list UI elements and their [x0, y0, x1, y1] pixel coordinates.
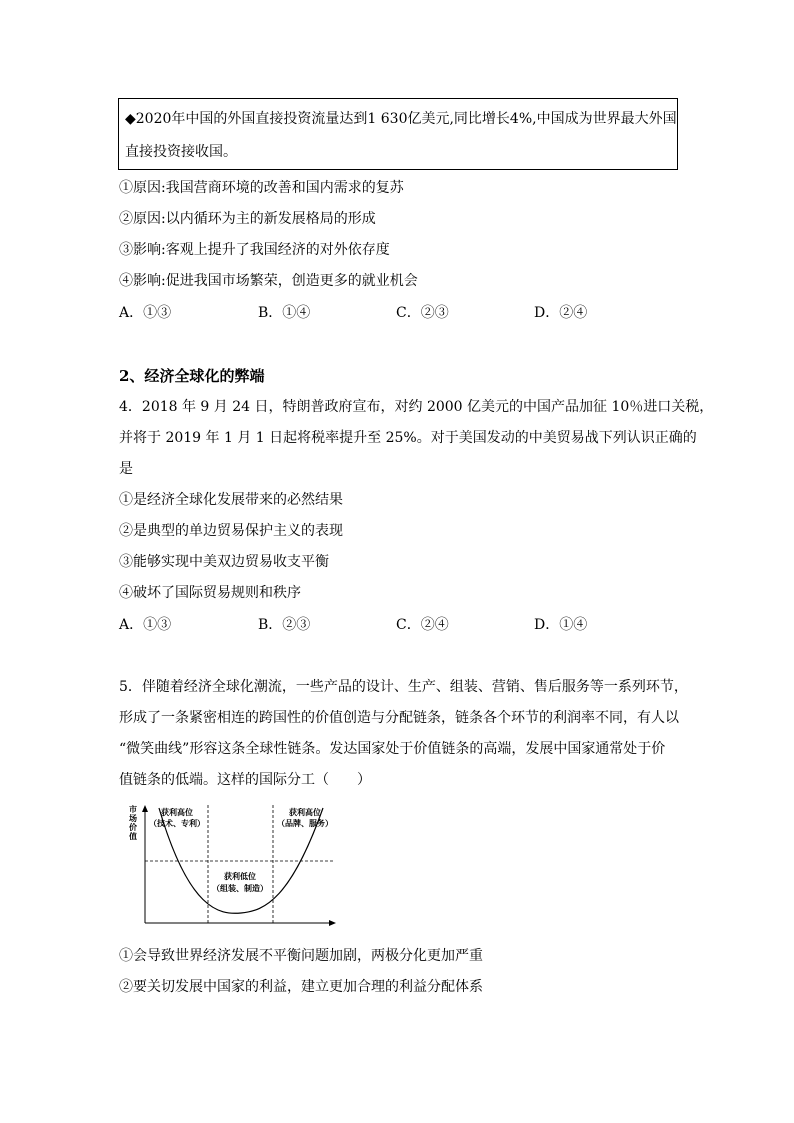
q4-item-1: ①是经济全球化发展带来的必然结果	[119, 492, 343, 508]
right-high-sublabel: （品牌、服务）	[277, 818, 333, 828]
q5-stem-line-1: 5．伴随着经济全球化潮流，一些产品的设计、生产、组装、营销、售后服务等一系列环节，	[119, 679, 688, 695]
q3-option-b: B．①④	[258, 305, 311, 321]
q4-item-3: ③能够实现中美双边贸易收支平衡	[119, 554, 329, 570]
q5-stem-line-2: 形成了一条紧密相连的跨国性的价值创造与分配链条，链条各个环节的利润率不同，有人以	[119, 710, 679, 726]
q5-item-1: ①会导致世界经济发展不平衡问题加剧，两极分化更加严重	[119, 948, 483, 964]
q4-stem-line-1: 4．2018 年 9 月 24 日，特朗普政府宣布，对约 2000 亿美元的中国产品加征 10％进口关税，	[119, 399, 714, 415]
q4-option-d: D．①④	[534, 617, 588, 633]
bottom-low-label: 获利低位	[224, 871, 256, 881]
q3-option-c: C．②③	[396, 305, 449, 321]
q4-stem-line-2: 并将于 2019 年 1 月 1 日起将税率提升至 25%。对于美国发动的中美贸易战下列认识正确的	[119, 430, 697, 446]
left-high-sublabel: （技术、专利）	[149, 818, 205, 828]
section-heading: 2、经济全球化的弊端	[119, 367, 265, 385]
smile-curve-figure	[119, 800, 339, 930]
q3-item-2: ②原因:以内循环为主的新发展格局的形成	[119, 211, 376, 227]
smile-curve-diagram	[119, 800, 339, 930]
q5-stem-line-4: 值链条的低端。这样的国际分工（ ）	[119, 772, 371, 788]
q3-item-3: ③影响:客观上提升了我国经济的对外依存度	[119, 242, 390, 258]
q3-option-d: D．②④	[534, 305, 588, 321]
q3-item-1: ①原因:我国营商环境的改善和国内需求的复苏	[119, 180, 404, 196]
y-axis-label-char-3: 价	[129, 822, 137, 832]
y-axis-label-char-4: 值	[129, 831, 137, 841]
y-axis-label-char-2: 场	[129, 813, 137, 823]
y-axis-arrow	[142, 805, 148, 812]
y-axis-label-char-1: 市	[129, 804, 137, 814]
material-line-1: ◆2020年中国的外国直接投资流量达到1 630亿美元,同比增长4%,中国成为世界最大外国	[125, 111, 677, 127]
q4-option-b: B．②③	[258, 617, 311, 633]
q5-stem-line-3: “微笑曲线”形容这条全球性链条。发达国家处于价值链条的高端，发展中国家通常处于价	[119, 741, 666, 757]
x-axis-arrow	[329, 920, 336, 926]
q4-stem-line-3: 是	[119, 461, 133, 477]
q4-item-2: ②是典型的单边贸易保护主义的表现	[119, 523, 343, 539]
material-box	[118, 98, 678, 170]
q5-item-2: ②要关切发展中国家的利益，建立更加合理的利益分配体系	[119, 979, 483, 995]
left-high-label: 获利高位	[161, 807, 193, 817]
right-high-label: 获利高位	[289, 807, 321, 817]
q3-option-a: A．①③	[119, 305, 172, 321]
q4-option-c: C．②④	[396, 617, 449, 633]
q3-item-4: ④影响:促进我国市场繁荣，创造更多的就业机会	[119, 273, 418, 289]
material-line-2: 直接投资接收国。	[125, 144, 237, 160]
q4-option-a: A．①③	[119, 617, 172, 633]
q4-item-4: ④破坏了国际贸易规则和秩序	[119, 585, 301, 601]
bottom-low-sublabel: （组装、制造）	[212, 883, 268, 893]
